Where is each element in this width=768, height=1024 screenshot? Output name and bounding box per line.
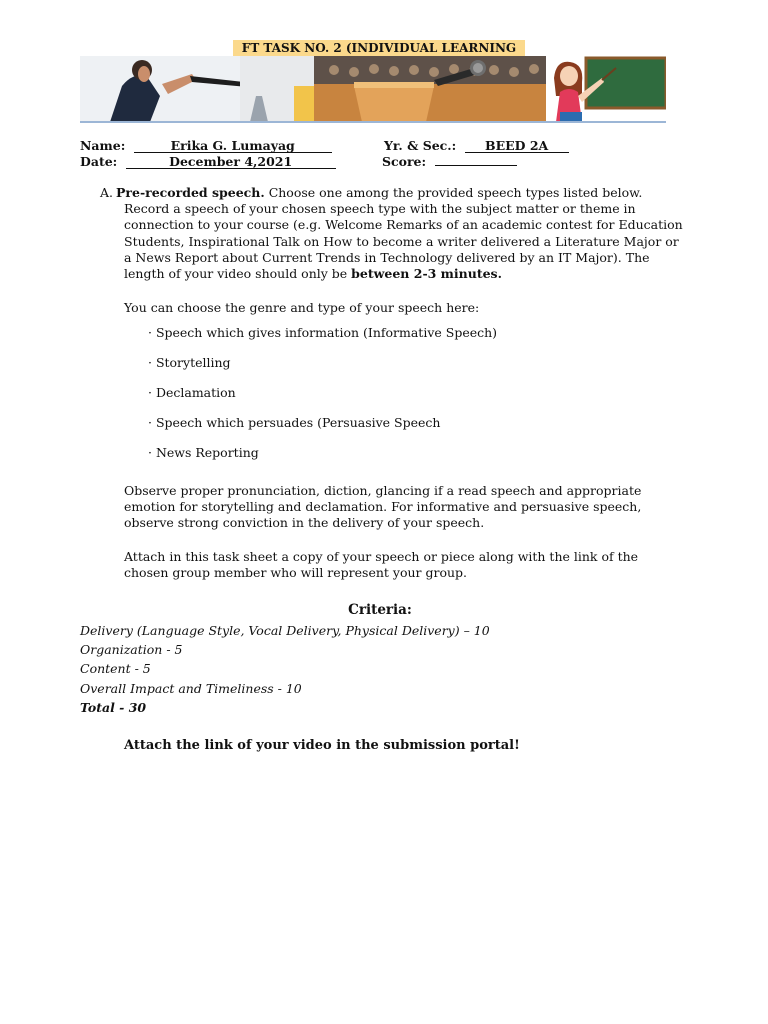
section-a bbox=[100, 185, 686, 282]
attach-sheet-paragraph: Attach in this task sheet a copy of your speech or piece along with the link of the chosen group member who will represent your group. bbox=[124, 549, 639, 581]
genre-item: · News Reporting bbox=[148, 445, 259, 460]
score-value bbox=[435, 165, 517, 166]
date-field bbox=[80, 154, 336, 169]
podium-photo bbox=[314, 56, 546, 122]
yrsec-label: Yr. & Sec.: bbox=[384, 138, 457, 153]
section-a-lead: Pre-recorded speech. bbox=[116, 185, 265, 200]
criteria-total: Total - 30 bbox=[80, 700, 147, 715]
genre-intro: You can choose the genre and type of your speech here: bbox=[124, 300, 480, 315]
presenter-photo bbox=[80, 56, 314, 122]
genre-item: · Storytelling bbox=[148, 355, 231, 370]
score-field bbox=[382, 154, 517, 169]
genre-item: · Speech which gives information (Informative Speech) bbox=[148, 325, 498, 340]
criteria-item: Organization - 5 bbox=[80, 642, 183, 657]
section-a-marker: A. bbox=[100, 185, 114, 200]
date-value: December 4,2021 bbox=[126, 155, 336, 169]
header-banner bbox=[80, 56, 666, 122]
yrsec-field bbox=[384, 138, 569, 153]
criteria-item: Overall Impact and Timeliness - 10 bbox=[80, 681, 302, 696]
name-label: Name: bbox=[80, 138, 126, 153]
section-a-duration: between 2-3 minutes. bbox=[351, 266, 502, 282]
date-label: Date: bbox=[80, 154, 118, 169]
score-label: Score: bbox=[382, 154, 427, 169]
section-a-body: Choose one among the provided speech types listed below. Record a speech of your chosen speech type with the subject matter or theme in connection to your course (e.g. Welcome Remarks of an academic contest for Education Students, Inspirational Talk on How to become a writer delivered a Literature Major or a News Report about Current Trends in Technology delivered by an IT Major). The length of your video should only be bbox=[124, 185, 683, 282]
submission-instruction: Attach the link of your video in the submission portal! bbox=[124, 738, 520, 753]
banner-divider bbox=[80, 121, 666, 123]
teacher-cartoon bbox=[546, 56, 666, 122]
observe-paragraph: Observe proper pronunciation, diction, glancing if a read speech and appropriate emotion for storytelling and declamation. For informative and persuasive speech, observe strong conviction in the delivery of your speech. bbox=[124, 483, 642, 531]
genre-item: · Speech which persuades (Persuasive Speech bbox=[148, 415, 441, 430]
criteria-item: Delivery (Language Style, Vocal Delivery, Physical Delivery) – 10 bbox=[80, 623, 490, 638]
criteria-heading: Criteria: bbox=[348, 602, 412, 618]
name-value: Erika G. Lumayag bbox=[134, 139, 332, 153]
yrsec-value: BEED 2A bbox=[465, 139, 569, 153]
section-a-paragraph bbox=[100, 185, 686, 282]
genre-item: · Declamation bbox=[148, 385, 236, 400]
page-title: FT TASK NO. 2 (INDIVIDUAL LEARNING bbox=[233, 40, 525, 56]
criteria-item: Content - 5 bbox=[80, 661, 151, 676]
name-field bbox=[80, 138, 332, 153]
